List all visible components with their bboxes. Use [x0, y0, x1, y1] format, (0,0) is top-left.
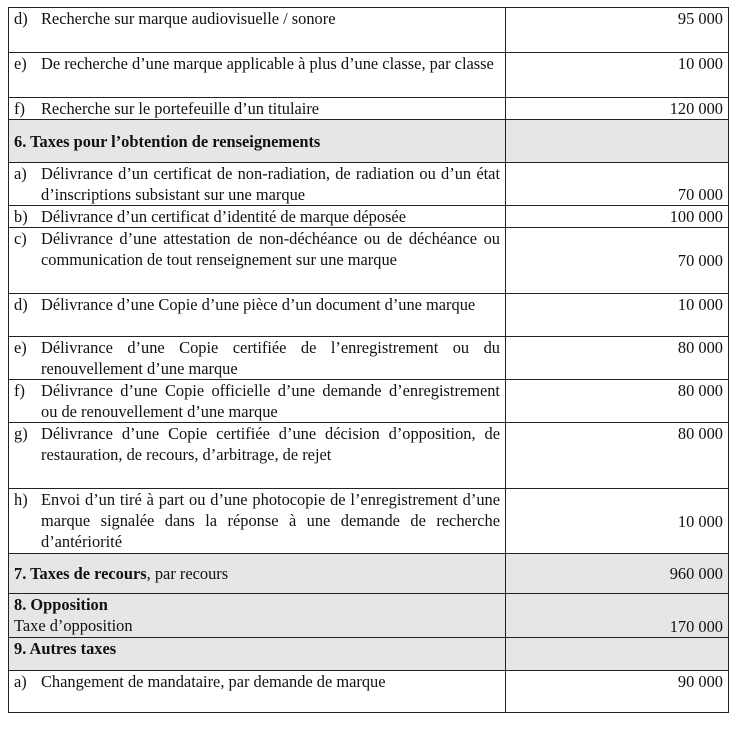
table-row: [9, 489, 729, 554]
section-header-row: [9, 594, 729, 638]
section-header-row: [9, 554, 729, 594]
section-title: [9, 554, 506, 594]
section-title: 9. Autres taxes: [9, 638, 506, 671]
amount-cell: 960 000: [506, 554, 729, 594]
section-title-suffix: , par recours: [146, 564, 229, 583]
table-row: [9, 380, 729, 423]
amount-cell: 100 000: [506, 206, 729, 228]
item-text: Envoi d’un tiré à part ou d’une photocopie de l’enregistrement d’une marque signalée dans la réponse à une demande de recherche d’antériorité: [41, 490, 500, 551]
item-label: a): [14, 672, 27, 691]
description-cell: [9, 163, 506, 206]
description-cell: [9, 98, 506, 120]
description-cell: [9, 53, 506, 98]
amount-cell: 90 000: [506, 671, 729, 713]
amount-cell: 170 000: [506, 594, 729, 638]
amount-cell: 120 000: [506, 98, 729, 120]
item-text: Délivrance d’une Copie officielle d’une demande d’enregistrement ou de renouvellement d’une marque: [41, 381, 500, 421]
description-cell: [9, 337, 506, 380]
table-row: [9, 294, 729, 337]
item-label: d): [14, 9, 28, 28]
amount-cell: 80 000: [506, 423, 729, 489]
item-text: Délivrance d’une Copie d’une pièce d’un document d’une marque: [41, 295, 476, 314]
section-title-bold: 8. Opposition: [14, 595, 108, 614]
item-text: Recherche sur le portefeuille d’un titulaire: [41, 99, 320, 118]
table-row: [9, 337, 729, 380]
item-text: Délivrance d’un certificat de non-radiation, de radiation ou d’un état d’inscriptions subsistant sur une marque: [41, 164, 500, 204]
item-label: f): [14, 99, 25, 118]
amount-cell: 80 000: [506, 380, 729, 423]
item-text: Délivrance d’une attestation de non-déchéance ou de déchéance ou communication de tout renseignement sur une marque: [41, 229, 500, 269]
table-row: [9, 53, 729, 98]
table-row: [9, 163, 729, 206]
description-cell: [9, 8, 506, 53]
amount-cell: 70 000: [506, 228, 729, 294]
item-label: h): [14, 490, 28, 509]
amount-cell: 70 000: [506, 163, 729, 206]
description-cell: [9, 489, 506, 554]
item-text: Recherche sur marque audiovisuelle / sonore: [41, 9, 336, 28]
table-row: [9, 8, 729, 53]
fee-table: [8, 7, 729, 713]
amount-cell: 80 000: [506, 337, 729, 380]
section-header-row: [9, 638, 729, 671]
section-title: 6. Taxes pour l’obtention de renseignements: [9, 120, 506, 163]
amount-cell: 10 000: [506, 489, 729, 554]
item-label: a): [14, 164, 27, 183]
table-row: [9, 98, 729, 120]
item-label: e): [14, 54, 27, 73]
table-row: [9, 228, 729, 294]
item-text: Délivrance d’une Copie certifiée d’une décision d’opposition, de restauration, de recours, d’arbitrage, de rejet: [41, 424, 500, 464]
item-label: d): [14, 295, 28, 314]
item-text: Délivrance d’un certificat d’identité de marque déposée: [41, 207, 406, 226]
description-cell: [9, 423, 506, 489]
description-cell: [9, 228, 506, 294]
description-cell: [9, 294, 506, 337]
description-cell: [9, 380, 506, 423]
item-label: f): [14, 381, 25, 400]
description-cell: [9, 671, 506, 713]
item-text: Changement de mandataire, par demande de marque: [41, 672, 386, 691]
item-text: Délivrance d’une Copie certifiée de l’enregistrement ou du renouvellement d’une marque: [41, 338, 500, 378]
table-row: [9, 423, 729, 489]
item-label: c): [14, 229, 27, 248]
section-title-bold: 7. Taxes de recours: [14, 564, 147, 583]
description-cell: [9, 206, 506, 228]
table-row: [9, 206, 729, 228]
amount-cell: 10 000: [506, 53, 729, 98]
amount-cell: 10 000: [506, 294, 729, 337]
table-row: [9, 671, 729, 713]
item-text: De recherche d’une marque applicable à plus d’une classe, par classe: [41, 54, 494, 73]
section-subtitle: Taxe d’opposition: [14, 616, 133, 635]
item-label: e): [14, 338, 27, 357]
amount-cell: [506, 638, 729, 671]
item-label: g): [14, 424, 28, 443]
section-title: [9, 594, 506, 638]
amount-cell: 95 000: [506, 8, 729, 53]
item-label: b): [14, 207, 28, 226]
amount-cell: [506, 120, 729, 163]
section-header-row: [9, 120, 729, 163]
